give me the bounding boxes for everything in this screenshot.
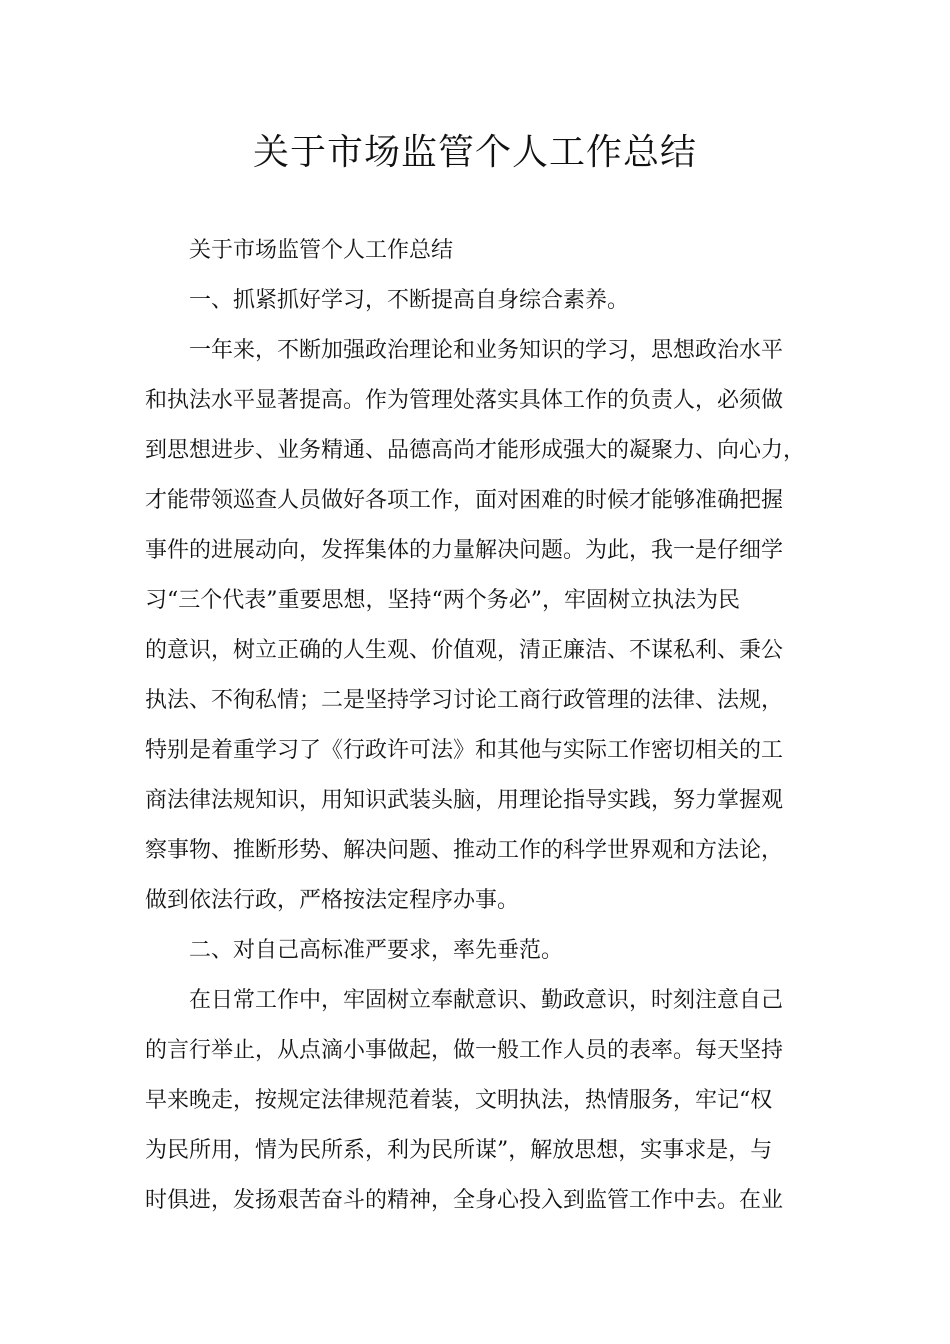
paragraph-line: 到思想进步、业务精通、品德高尚才能形成强大的凝聚力、向心力， xyxy=(145,438,806,463)
paragraph-line-subtitle: 关于市场监管个人工作总结 xyxy=(189,238,454,263)
paragraph-line: 时俱进，发扬艰苦奋斗的精神，全身心投入到监管工作中去。在业 xyxy=(145,1188,784,1213)
document-title: 关于市场监管个人工作总结 xyxy=(252,132,697,173)
paragraph-line: 做到依法行政，严格按法定程序办事。 xyxy=(145,888,520,913)
paragraph-line: 和执法水平显著提高。作为管理处落实具体工作的负责人，必须做 xyxy=(145,388,784,413)
paragraph-line: 的意识，树立正确的人生观、价值观，清正廉洁、不谋私利、秉公 xyxy=(145,638,784,663)
paragraph-line: 才能带领巡查人员做好各项工作，面对困难的时候才能够准确把握 xyxy=(145,488,784,513)
paragraph-line: 的言行举止，从点滴小事做起，做一般工作人员的表率。每天坚持 xyxy=(145,1038,784,1063)
paragraph-line: 一年来，不断加强政治理论和业务知识的学习，思想政治水平 xyxy=(189,338,784,363)
paragraph-line: 商法律法规知识，用知识武装头脑，用理论指导实践，努力掌握观 xyxy=(145,788,784,813)
paragraph-line: 早来晚走，按规定法律规范着装，文明执法，热情服务，牢记“权 xyxy=(145,1088,773,1113)
paragraph-line: 在日常工作中，牢固树立奉献意识、勤政意识，时刻注意自己 xyxy=(189,988,784,1013)
paragraph-line: 特别是着重学习了《行政许可法》和其他与实际工作密切相关的工 xyxy=(145,738,784,763)
paragraph-line: 事件的进展动向，发挥集体的力量解决问题。为此，我一是仔细学 xyxy=(145,538,784,563)
paragraph-line: 执法、不徇私情；二是坚持学习讨论工商行政管理的法律、法规， xyxy=(145,688,784,713)
section-heading-1: 一、抓紧抓好学习，不断提高自身综合素养。 xyxy=(189,288,630,313)
paragraph-line: 为民所用，情为民所系，利为民所谋”，解放思想，实事求是，与 xyxy=(145,1138,773,1163)
paragraph-line: 察事物、推断形势、解决问题、推动工作的科学世界观和方法论， xyxy=(145,838,784,863)
paragraph-line: 习“三个代表”重要思想，坚持“两个务必”，牢固树立执法为民 xyxy=(145,588,740,613)
section-heading-2: 二、对自己高标准严要求，率先垂范。 xyxy=(189,938,564,963)
